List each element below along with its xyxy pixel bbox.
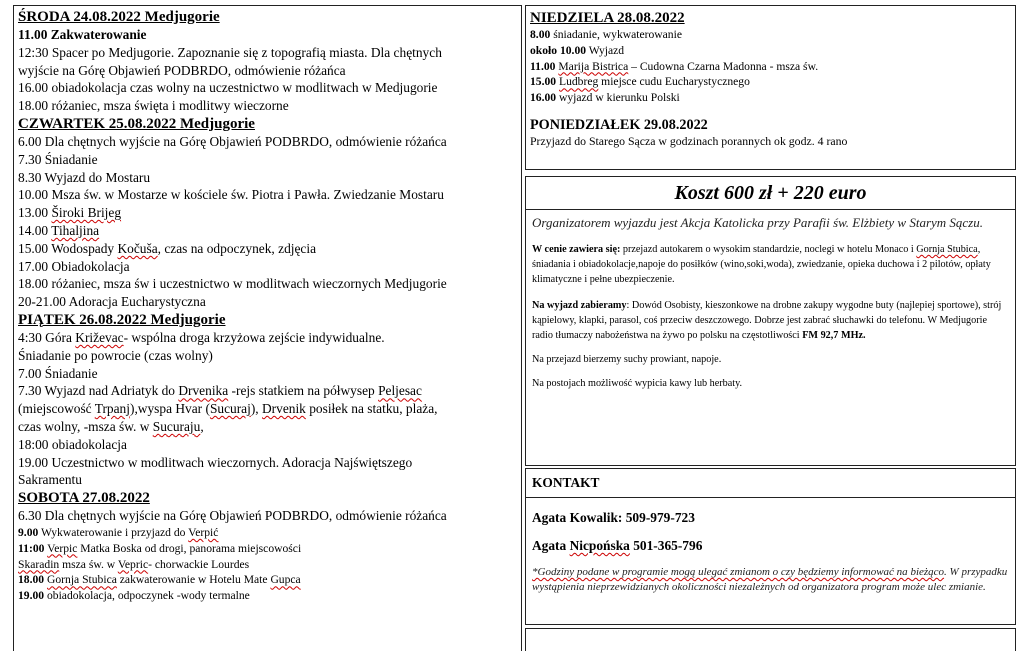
time-text: około 10.00: [530, 43, 587, 57]
time-text: 19.00: [18, 589, 45, 603]
schedule-line: [530, 74, 1012, 90]
bring-paragraph: [532, 298, 1009, 343]
organizer-text: Organizatorem wyjazdu jest Akcja Katolicka przy Parafii św. Elżbiety w Starym Sączu.: [532, 215, 983, 230]
schedule-box-sunday-monday: [525, 5, 1016, 170]
schedule-line: [18, 525, 515, 541]
time-text: 18.00: [18, 573, 45, 587]
line-text: msza św. w: [59, 557, 118, 571]
schedule-line: 19.00 Uczestnictwo w modlitwach wieczornych. Adoracja Najświętszego: [18, 454, 413, 470]
line-text: wyjazd w kierunku Polski: [556, 91, 680, 105]
day-heading-friday: PIĄTEK 26.08.2022 Medjugorie: [18, 311, 226, 328]
empty-footer-box: [525, 628, 1016, 651]
paragraph-text: , śniadania i obiadokolacje,napoje do posiłków (wino,soki,woda), zwiedzanie, opieka duchowa i 2 pilotów, opłaty klimatyczne i pełne ubezpieczenie.: [532, 244, 991, 285]
schedule-line: [18, 418, 515, 436]
time-text: 8.00: [530, 28, 551, 41]
food-note: Na przejazd bierzemy suchy prowiant, napoje.: [532, 354, 722, 365]
schedule-left-column: [13, 5, 522, 651]
schedule-line: 18:00 obiadokolacja: [18, 436, 127, 452]
schedule-line: [530, 59, 1012, 75]
contact-box: [525, 468, 1016, 625]
schedule-line: 11.00 Zakwaterowanie: [18, 27, 147, 42]
bring-label: Na wyjazd zabieramy: [532, 300, 627, 311]
schedule-line: [18, 204, 515, 222]
line-text: miejsce cudu Eucharystycznego: [598, 75, 750, 89]
time-text: 16.00: [530, 91, 557, 105]
schedule-line: 17.00 Obiadokolacja: [18, 258, 130, 274]
coffee-note: Na postojach możliwość wypicia kawy lub herbaty.: [532, 378, 743, 389]
schedule-line: [530, 43, 1012, 59]
line-text: Wykwaterowanie i przyjazd do: [38, 525, 189, 539]
place-name: Sucuraju: [152, 418, 201, 434]
line-text: Matka Boska od drogi, panorama miejscowości: [77, 541, 302, 555]
schedule-line: wyjście na Górę Objawień PODBRDO, odmówienie różańca: [18, 62, 346, 78]
schedule-line: [18, 572, 515, 588]
line-text: ),wyspa Hvar (: [129, 401, 210, 417]
line-text: Wyjazd: [586, 43, 625, 57]
line-text: 4:30 Góra: [18, 329, 76, 345]
schedule-line: 18.00 różaniec, msza święta i modlitwy wieczorne: [18, 98, 289, 114]
line-text: ),: [250, 401, 262, 417]
place-name: Gornja Stubica: [916, 244, 978, 255]
schedule-line: [18, 400, 515, 418]
contact-heading: KONTAKT: [526, 475, 1015, 498]
line-text: obiadokolacja, odpoczynek -wody termalne: [44, 589, 250, 603]
schedule-line: [18, 588, 515, 604]
line-text: 15.00 Wodospady: [18, 240, 118, 256]
place-name: Široki Brijeg: [51, 205, 122, 221]
place-name: Gornja Stubica: [47, 573, 117, 587]
schedule-line: [18, 240, 515, 258]
place-name: Kočuša: [117, 240, 158, 256]
contact-line: Agata Kowalik: 509-979-723: [532, 510, 695, 525]
day-heading-sunday: NIEDZIELA 28.08.2022: [530, 10, 685, 26]
note-text: . W przypadku wystąpienia nieprzewidzianych okoliczności niezależnych od organizatora program może ulec zmianie.: [532, 566, 1008, 593]
itinerary-page: [13, 5, 1016, 651]
schedule-line: [18, 329, 515, 347]
schedule-line: [18, 382, 515, 400]
schedule-line: 7.00 Śniadanie: [18, 365, 98, 381]
paragraph-text: przejazd autokarem o wysokim standardzie, noclegi w hotelu Monaco i: [620, 244, 917, 255]
schedule-line: 7.30 Śniadanie: [18, 151, 98, 167]
schedule-line: 18.00 różaniec, msza św i uczestnictwo w modlitwach wieczornych Medjugorie: [18, 276, 447, 292]
place-name: Verpic: [47, 541, 78, 555]
place-name: Ludbreg: [559, 75, 599, 89]
line-text: - wspólna droga krzyżowa zejście indywidualne.: [123, 329, 385, 345]
place-name: Tihaljina: [51, 222, 100, 238]
schedule-line: 12:30 Spacer po Medjugorie. Zapoznanie się z topografią miasta. Dla chętnych: [18, 44, 442, 60]
contact-surname: Nicpońska: [569, 538, 630, 553]
line-text: 7.30 Wyjazd nad Adriatyk do: [18, 383, 179, 399]
contact-text: 501-365-796: [629, 538, 703, 553]
schedule-line: [18, 541, 515, 557]
line-text: zakwaterowanie w Hotelu Mate: [116, 573, 271, 587]
place-name: Drvenik: [262, 401, 306, 417]
place-name: Sucuraj: [209, 401, 251, 417]
line-text: posiłek na statku, plaża,: [305, 401, 438, 417]
schedule-line: Przyjazd do Starego Sącza w godzinach porannych ok godz. 4 rano: [530, 133, 848, 148]
info-right-column: [525, 5, 1016, 651]
schedule-line: 10.00 Msza św. w Mostarze w kościele św. Piotra i Pawła. Zwiedzanie Mostaru: [18, 187, 444, 203]
line-text: -rejs statkiem na półwysep: [228, 383, 379, 399]
line-text: ,: [200, 418, 204, 434]
price-info-box: [525, 176, 1016, 466]
line-text: czas wolny, -msza św. w: [18, 418, 153, 434]
day-heading-saturday: SOBOTA 27.08.2022: [18, 490, 150, 507]
day-heading-wednesday: ŚRODA 24.08.2022 Medjugorie: [18, 9, 220, 25]
place-name: Trpanj: [94, 401, 130, 417]
contact-text: Agata: [532, 538, 570, 553]
contact-line: [532, 537, 1009, 554]
day-heading-thursday: CZWARTEK 25.08.2022 Medjugorie: [18, 115, 255, 132]
time-text: 13.00: [18, 205, 52, 221]
note-text: *Godziny podane w programie mogą ulegać zmianom o czy będziemy informować na: [532, 566, 911, 578]
place-name: Peljesac: [378, 383, 422, 399]
line-text: - chorwackie Lourdes: [148, 557, 250, 571]
place-name: Marija Bistrica: [558, 59, 629, 73]
place-name: Vepric: [117, 557, 149, 571]
line-text: – Cudowna Czarna Madonna - msza św.: [628, 59, 819, 73]
schedule-line: Sakramentu: [18, 472, 82, 488]
schedule-line: 20-21.00 Adoracja Eucharystyczna: [18, 294, 206, 310]
schedule-line: [530, 90, 1012, 106]
line-text: śniadanie, wykwaterowanie: [550, 28, 682, 41]
included-label: W cenie zawiera się:: [532, 244, 621, 255]
schedule-line: 16.00 obiadokolacja czas wolny na uczestnictwo w modlitwach w Medjugorie: [18, 80, 438, 96]
time-text: 11:00: [18, 541, 45, 555]
line-text: , czas na odpoczynek, zdjęcia: [157, 240, 317, 256]
place-name: Verpić: [188, 525, 219, 539]
place-name: Križevac: [75, 329, 124, 345]
disclaimer-note: [532, 565, 1009, 594]
schedule-line: 6.00 Dla chętnych wyjście na Górę Objawień PODBRDO, odmówienie różańca: [18, 133, 447, 149]
price-heading: Koszt 600 zł + 220 euro: [526, 179, 1015, 210]
time-text: 9.00: [18, 525, 39, 539]
included-paragraph: [532, 242, 1009, 287]
place-name: Skaradin: [18, 557, 60, 571]
line-text: (miejscowość: [18, 401, 95, 417]
place-name: Gupca: [270, 573, 301, 587]
schedule-line: [530, 27, 1012, 43]
schedule-line: 8.30 Wyjazd do Mostaru: [18, 169, 151, 185]
day-heading-monday: PONIEDZIAŁEK 29.08.2022: [530, 116, 708, 133]
schedule-line: 6.30 Dla chętnych wyjście na Górę Objawień PODBRDO, odmówienie różańca: [18, 508, 447, 524]
note-text: bieżąco: [910, 566, 945, 578]
time-text: 14.00: [18, 222, 52, 238]
place-name: Drvenika: [178, 383, 229, 399]
schedule-line: Śniadanie po powrocie (czas wolny): [18, 347, 213, 363]
radio-frequency: FM 92,7 MHz.: [802, 330, 866, 341]
schedule-line: [18, 222, 515, 240]
schedule-line: [18, 557, 515, 573]
paragraph-text: : Dowód Osobisty, kieszonkowe na drobne zakupy wygodne buty (najlepiej sportowe), strój kąpielowy, klapki, parasol, coś przeciw deszczowego. Dobrze jest zabrać słuchawki do telefonu. W Medjugorie radio tłumaczy nabożeństwa na żywo po polsku na częstotliwości: [532, 300, 1002, 341]
time-text: 11.00: [530, 59, 556, 73]
time-text: 15.00: [530, 75, 557, 89]
